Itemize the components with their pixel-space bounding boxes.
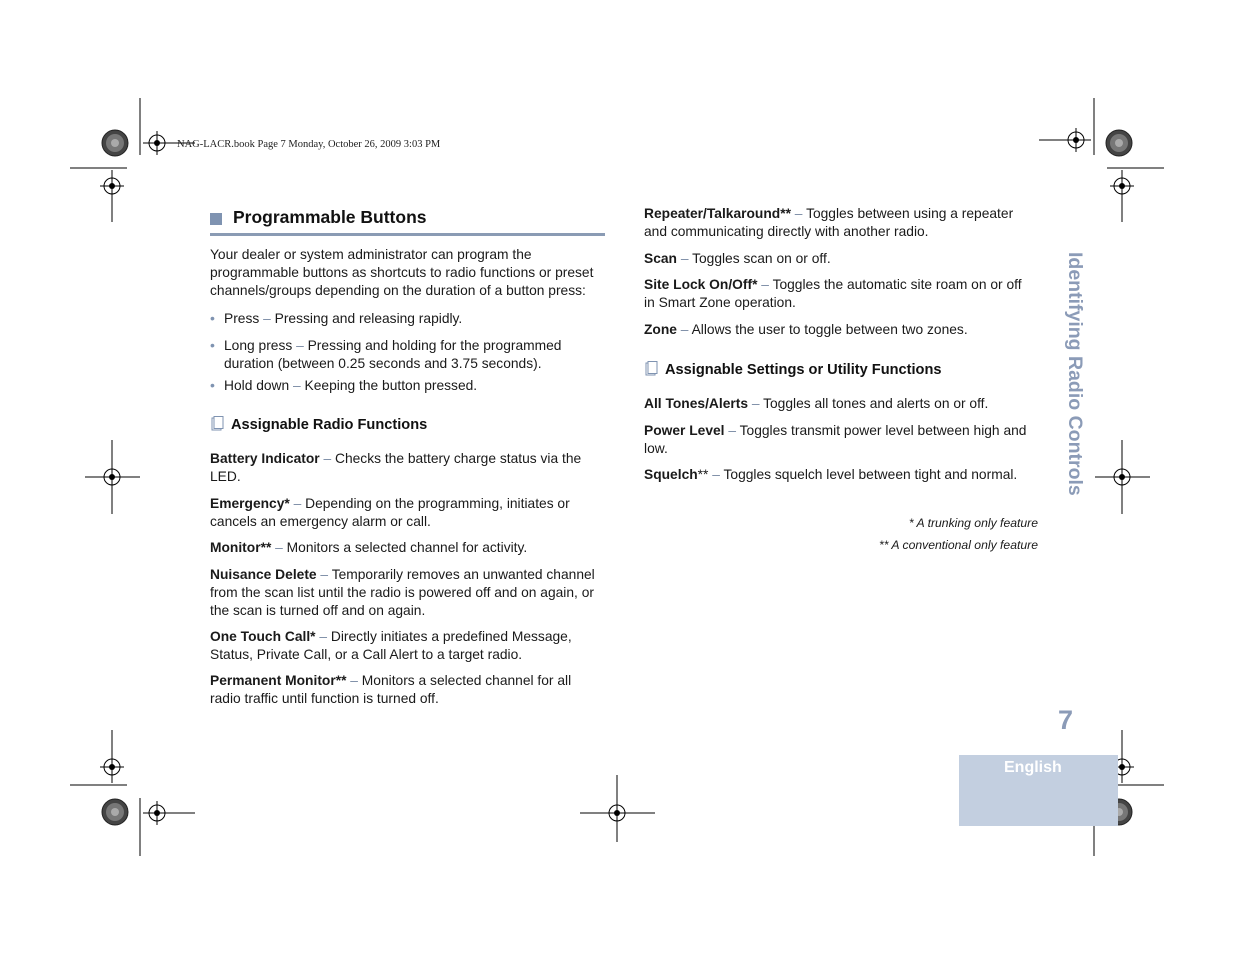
- list-item: [210, 539, 605, 557]
- item-term: Emergency*: [210, 496, 290, 511]
- notepad-icon: [644, 361, 658, 377]
- separator: –: [346, 673, 362, 688]
- intro-paragraph: Your dealer or system administrator can program the programmable buttons as shortcuts to radio functions or preset channels/groups depending on the duration of a button press:: [210, 247, 594, 298]
- language-tab: [959, 755, 1118, 826]
- page-number: 7: [1058, 705, 1074, 735]
- bullet-dot-icon: •: [210, 377, 215, 393]
- item-term: Site Lock On/Off*: [644, 277, 758, 292]
- separator: –: [757, 277, 773, 292]
- notepad-icon: [210, 416, 224, 432]
- item-term: Repeater/Talkaround**: [644, 206, 791, 221]
- bullet-term: Hold down: [224, 378, 290, 393]
- item-desc: Directly initiates a predefined Message, Status, Private Call, or a Call Alert to a target radio.: [210, 629, 572, 662]
- item-desc: Toggles squelch level between tight and normal.: [723, 467, 1018, 482]
- print-header: NAG-LACR.book Page 7 Monday, October 26, 2009 3:03 PM: [177, 139, 441, 150]
- separator: –: [259, 311, 275, 326]
- list-item: [210, 628, 605, 664]
- bullet-dot-icon: •: [210, 310, 215, 326]
- item-desc: Toggles transmit power level between high and low.: [644, 423, 1027, 456]
- chapter-title: Identifying Radio Controls: [1064, 252, 1086, 496]
- item-desc: Toggles the automatic site roam on or off in Smart Zone operation.: [644, 277, 1022, 310]
- footnote-conventional: ** A conventional only feature: [879, 538, 1038, 552]
- list-item: [644, 466, 1036, 484]
- separator: –: [315, 629, 331, 644]
- separator: –: [319, 451, 335, 466]
- bullet-term: Press: [224, 311, 260, 326]
- radio-functions-list-continued: [644, 205, 1036, 339]
- section-title: [210, 206, 605, 236]
- item-desc: Toggles scan on or off.: [692, 251, 831, 266]
- list-item: [644, 321, 1036, 339]
- list-item: [644, 422, 1036, 458]
- separator: –: [748, 396, 764, 411]
- bullet-desc: Pressing and holding for the programmed duration (between 0.25 seconds and 3.75 seconds).: [224, 338, 562, 371]
- square-bullet-icon: [210, 213, 222, 225]
- bullet-desc: Pressing and releasing rapidly.: [274, 311, 463, 326]
- separator: –: [316, 567, 332, 582]
- radio-functions-list: [210, 450, 605, 708]
- separator: –: [289, 378, 305, 393]
- item-term: One Touch Call*: [210, 629, 316, 644]
- separator: –: [289, 496, 306, 511]
- item-desc: Depending on the programming, initiates or cancels an emergency alarm or call.: [210, 496, 570, 529]
- list-item: [210, 495, 605, 531]
- press-types-list: [210, 310, 605, 400]
- item-term: Nuisance Delete: [210, 567, 317, 582]
- utility-functions-list: [644, 395, 1036, 484]
- separator: –: [708, 467, 724, 482]
- bullet-term: Long press: [224, 338, 293, 353]
- bullet-dot-icon: •: [210, 337, 215, 353]
- bullet-desc: Keeping the button pressed.: [304, 378, 478, 393]
- item-term: Battery Indicator: [210, 451, 320, 466]
- footnote-trunking: * A trunking only feature: [908, 516, 1038, 530]
- separator: –: [790, 206, 807, 221]
- item-suffix: **: [697, 467, 709, 482]
- radio-functions-heading: [210, 416, 427, 433]
- list-item: [210, 672, 605, 708]
- item-desc: Monitors a selected channel for activity.: [286, 540, 528, 555]
- separator: –: [292, 338, 308, 353]
- item-term: Zone: [644, 322, 677, 337]
- list-item: [644, 276, 1036, 312]
- item-desc: Toggles all tones and alerts on or off.: [763, 396, 989, 411]
- item-term: Power Level: [644, 423, 725, 438]
- intro-block: [210, 246, 605, 300]
- separator: –: [271, 540, 287, 555]
- item-term: Monitor**: [210, 540, 272, 555]
- item-desc: Checks the battery charge status via the LED.: [210, 451, 582, 484]
- list-item: [644, 250, 1036, 268]
- item-term: Squelch: [644, 467, 698, 482]
- item-desc: Monitors a selected channel for all radio traffic until function is turned off.: [210, 673, 572, 706]
- separator: –: [676, 322, 692, 337]
- item-term: Permanent Monitor**: [210, 673, 347, 688]
- list-item: [644, 395, 1036, 413]
- list-item: [210, 450, 605, 486]
- heading-text: Assignable Settings or Utility Functions: [665, 362, 942, 378]
- page-title: Programmable Buttons: [233, 207, 427, 227]
- item-desc: Temporarily removes an unwanted channel from the scan list until the radio is powered off and on again, or the scan is turned off and on again.: [210, 567, 595, 618]
- heading-text: Assignable Radio Functions: [231, 417, 428, 433]
- list-item: [210, 566, 605, 620]
- utility-functions-heading: [644, 361, 942, 378]
- separator: –: [724, 423, 740, 438]
- item-desc: Toggles between using a repeater and communicating directly with another radio.: [644, 206, 1014, 239]
- separator: –: [676, 251, 693, 266]
- item-term: All Tones/Alerts: [644, 396, 749, 411]
- language-label: English: [1004, 759, 1062, 776]
- chapter-side-tab: [1043, 252, 1103, 527]
- item-desc: Allows the user to toggle between two zones.: [691, 322, 968, 337]
- list-item: [644, 205, 1036, 241]
- item-term: Scan: [644, 251, 677, 266]
